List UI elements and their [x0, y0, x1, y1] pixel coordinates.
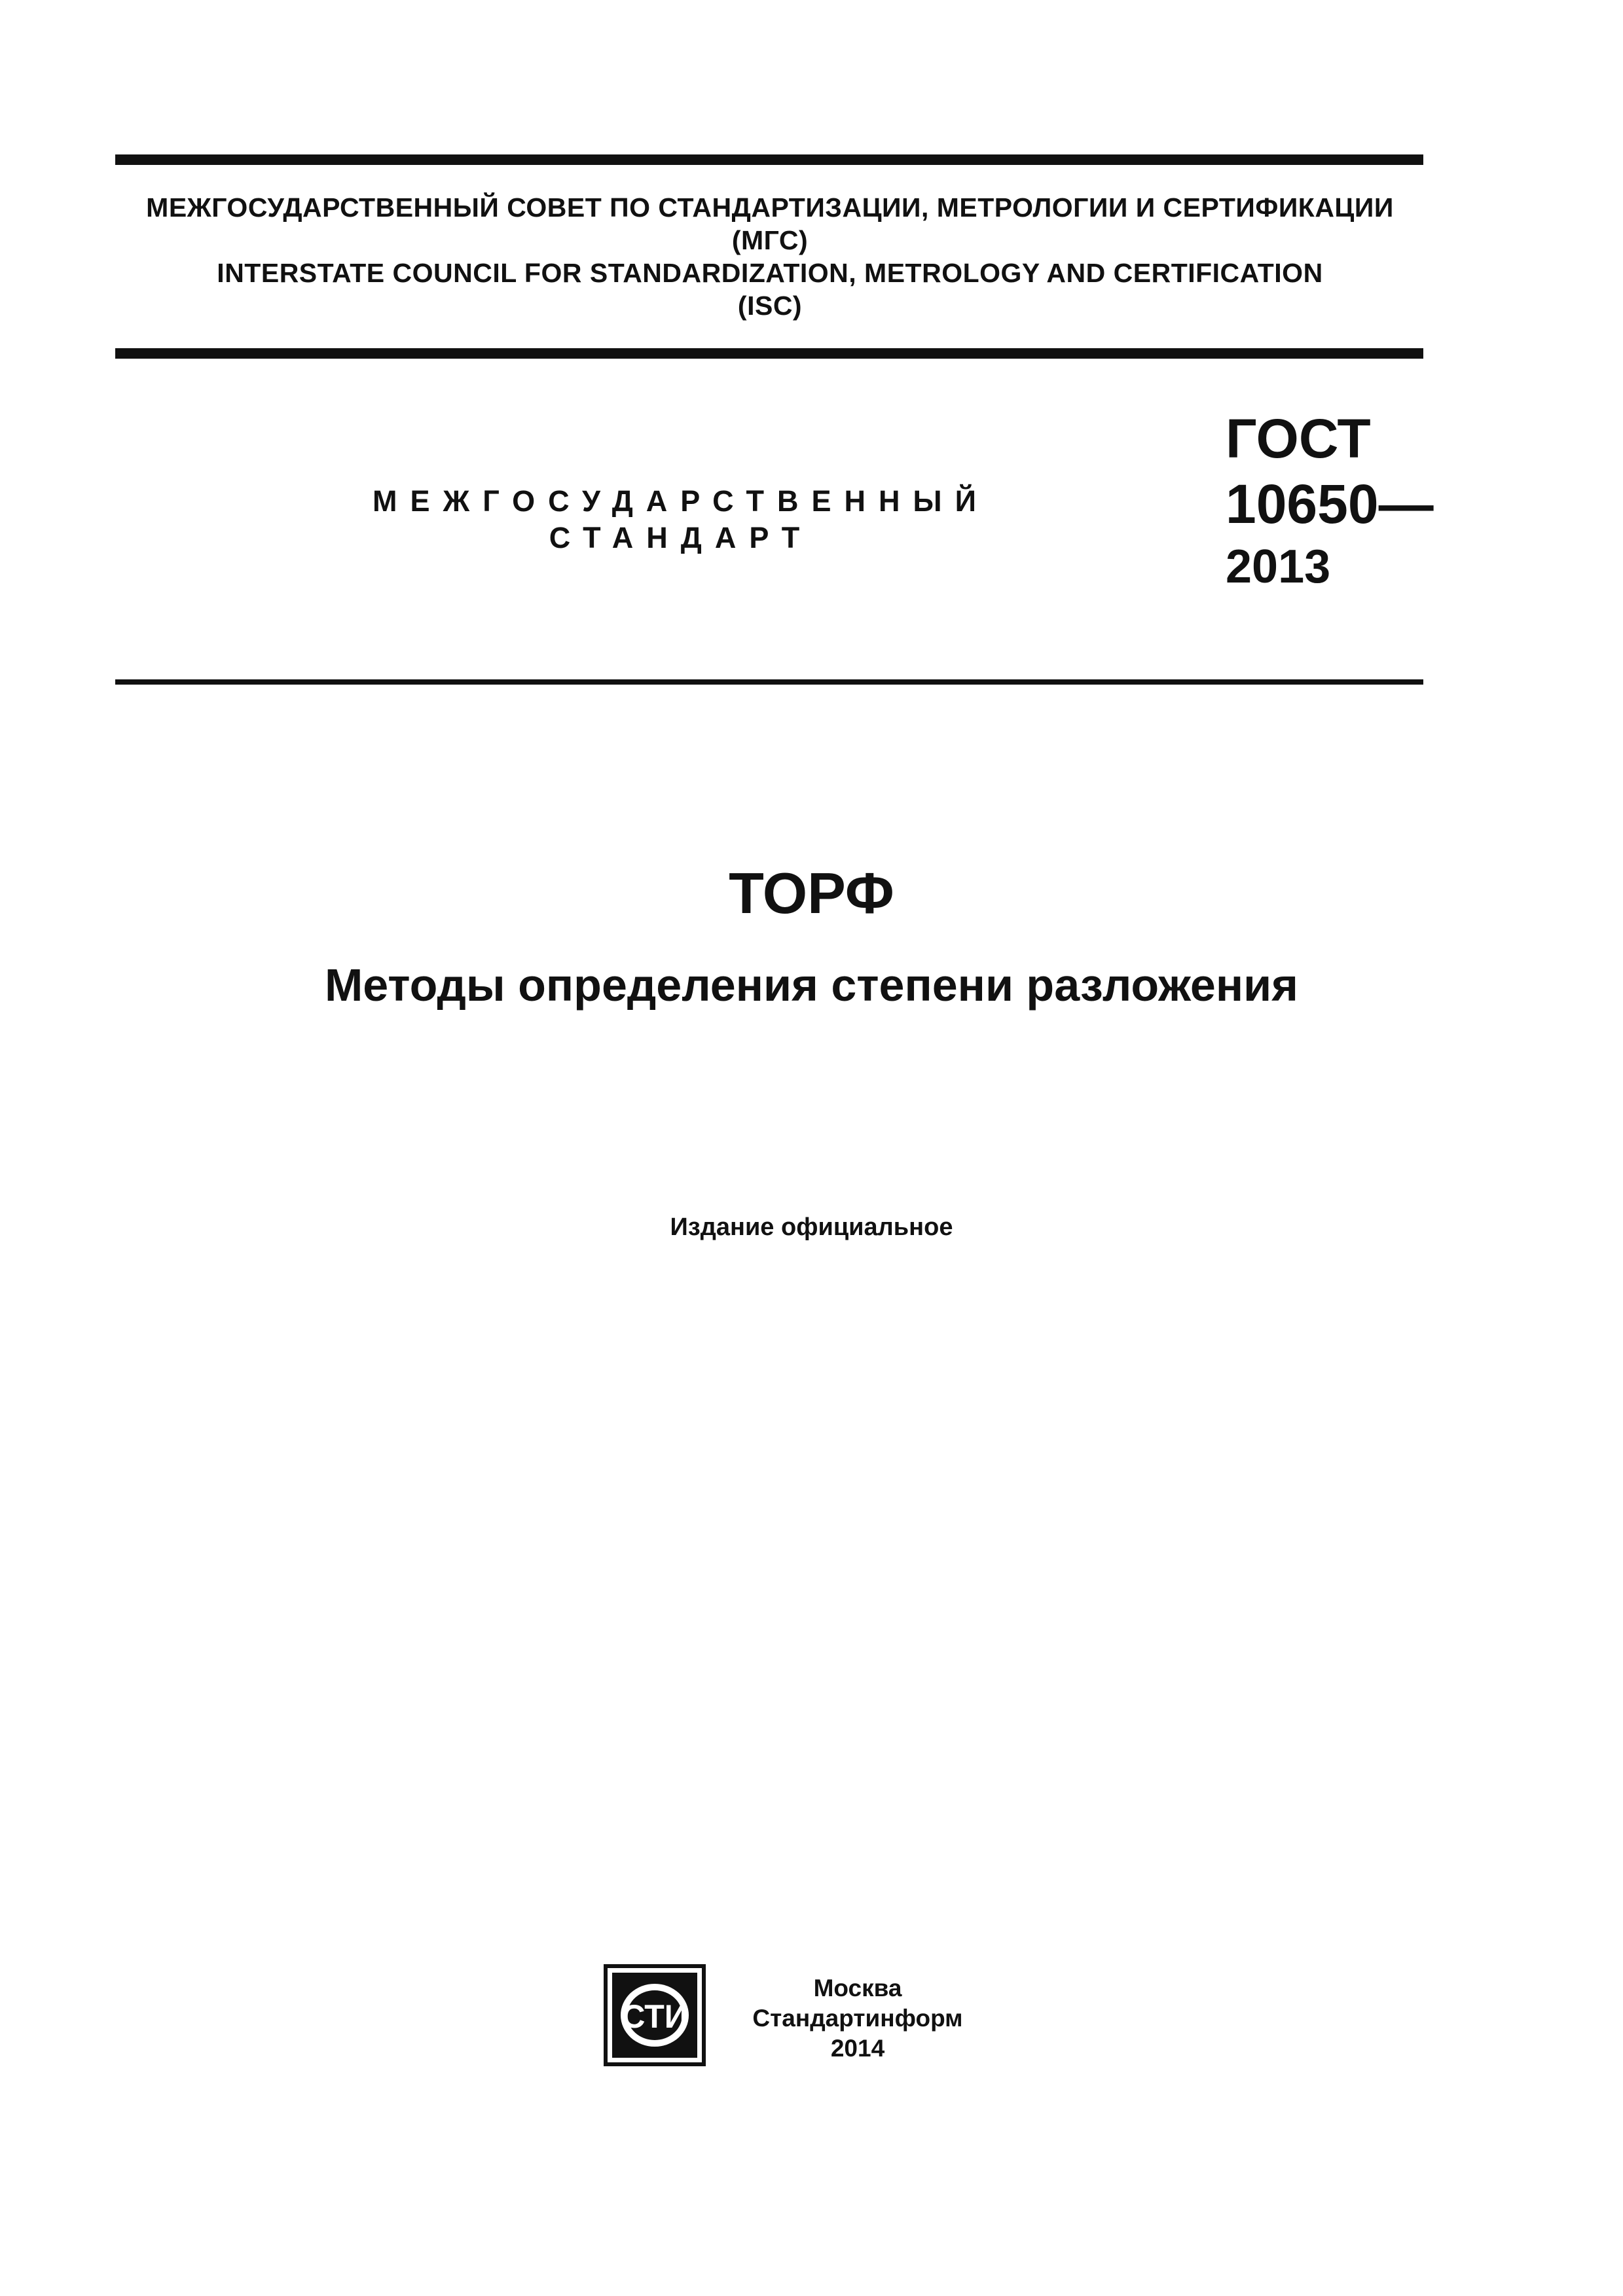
- standard-designation: [1226, 406, 1434, 597]
- document-subtitle: Методы определения степени разложения: [324, 960, 1299, 1011]
- standard-kind: [308, 483, 1054, 556]
- standartinform-logo-icon: [603, 1964, 706, 2067]
- publisher-city: Москва: [813, 1975, 902, 2001]
- publisher-block: [694, 1973, 1021, 2064]
- bottom-rule: [115, 679, 1423, 685]
- edition-note: Издание официальное: [670, 1213, 953, 1241]
- designation-prefix: ГОСТ: [1226, 408, 1371, 469]
- council-abbr-en: (ISC): [737, 291, 803, 321]
- publisher-year: 2014: [830, 2035, 885, 2062]
- council-name-ru: МЕЖГОСУДАРСТВЕННЫЙ СОВЕТ ПО СТАНДАРТИЗАЦИИ, МЕТРОЛОГИИ И СЕРТИФИКАЦИИ: [146, 192, 1394, 223]
- standard-kind-line1: МЕЖГОСУДАРСТВЕННЫЙ: [373, 484, 989, 518]
- publisher-name: Стандартинформ: [752, 2005, 963, 2032]
- middle-rule: [115, 348, 1423, 359]
- council-abbr-ru: (МГС): [731, 225, 809, 255]
- council-header: [115, 191, 1425, 322]
- top-rule: [115, 154, 1423, 165]
- document-title: ТОРФ: [729, 861, 894, 925]
- council-name-en: INTERSTATE COUNCIL FOR STANDARDIZATION, METROLOGY AND CERTIFICATION: [217, 258, 1323, 288]
- standard-kind-line2: СТАНДАРТ: [549, 521, 813, 554]
- logo-text: СТИ: [621, 1998, 688, 2035]
- designation-year: 2013: [1226, 541, 1331, 593]
- designation-number: 10650—: [1226, 473, 1434, 535]
